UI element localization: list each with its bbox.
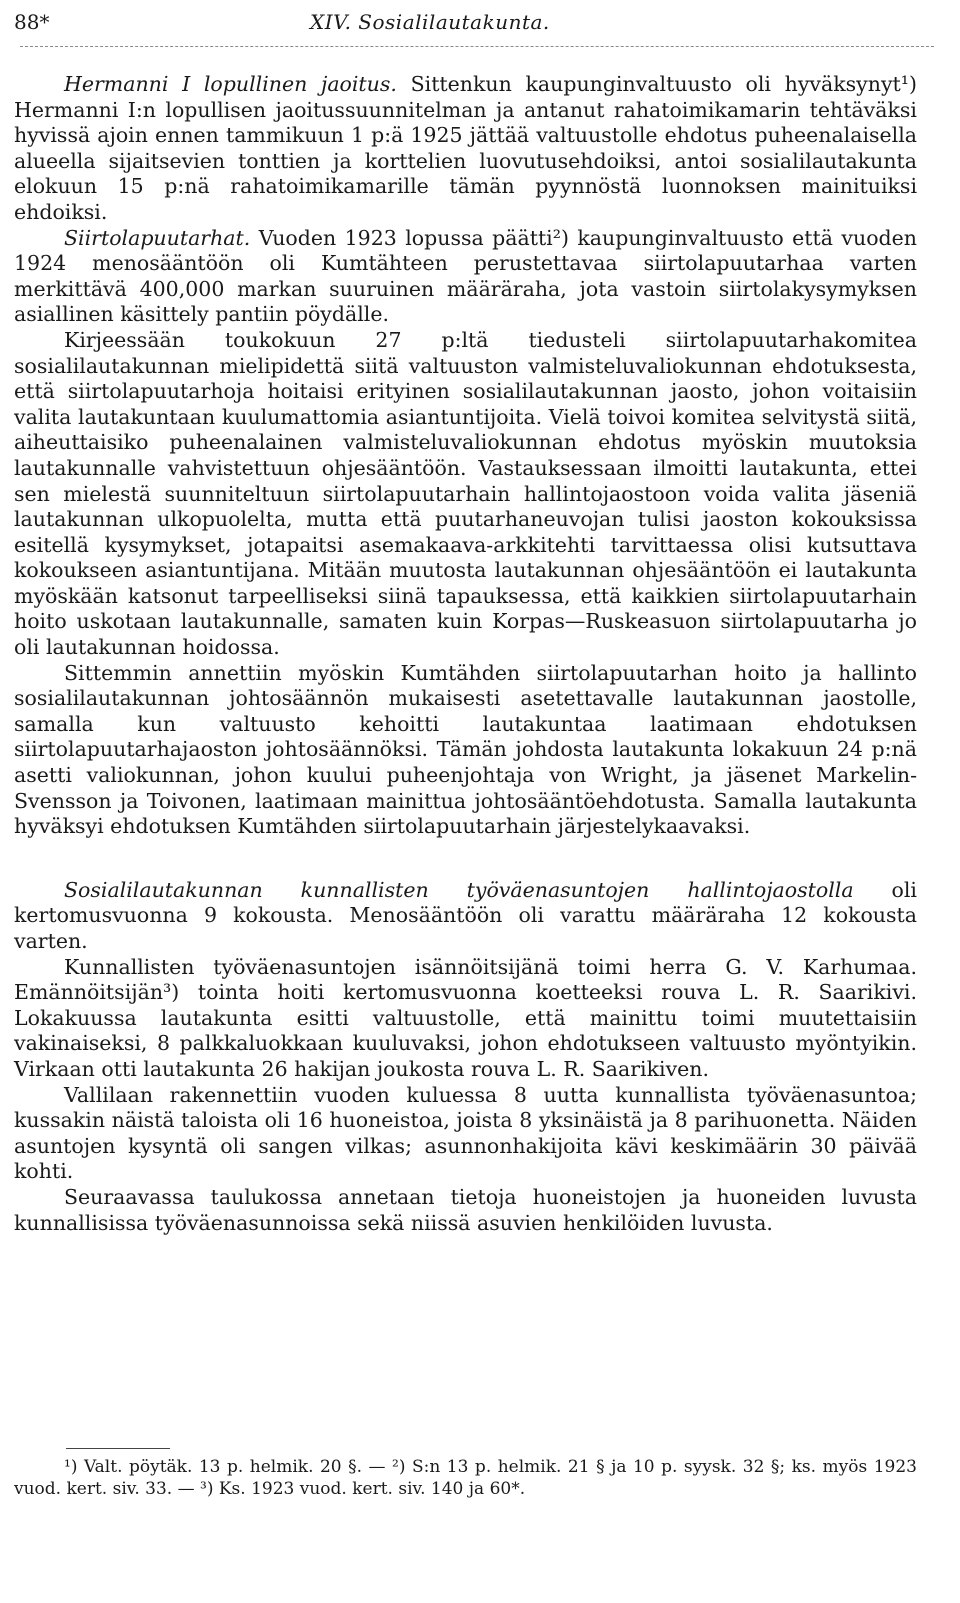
paragraph-kirjeessaan xyxy=(14,328,917,661)
paragraph-text: Vuoden 1923 lopussa päätti²) kaupunginvaltuusto että vuoden 1924 menosääntöön oli Kumtähteen perustettavaa siirtolapuutarhaa varten merkittävä 400,000 markan suuruinen määräraha, jota vastoin siirtolakysymyksen asiallinen käsittely pantiin pöydälle. xyxy=(14,225,917,327)
footnote-rule xyxy=(66,1448,170,1449)
paragraph-isannoitsija xyxy=(14,955,917,1083)
header-rule xyxy=(20,46,934,47)
paragraph-text: oli kertomusvuonna 9 kokousta. Menosääntöön oli varattu määräraha 12 kokousta varten. xyxy=(14,877,917,953)
paragraph-taulukko xyxy=(14,1185,917,1236)
paragraph-text: Kirjeessään toukokuun 27 p:ltä tiedusteli siirtolapuutarhakomitea sosialilautakunnan mielipidettä siitä valtuuston valmisteluvaliokunnan ehdotuksesta, että siirtolapuutarhoja hoitaisi erityinen sosialilautakunnan jaosto, johon voitaisiin valita lautakuntaan kuulumattomia asiantuntijoita. Vielä toivoi komitea selvitystä siitä, aiheuttaisiko puheenalainen valmisteluvaliokunnan ehdotus myöskin muutoksia lautakunnalle vahvistettuun ohjesääntöön. Vastauksessaan ilmoitti lautakunta, ettei sen mielestä suunniteltuun siirtolapuutarhain hallintojaostoon voida valita jäseniä lautakunnan ulkopuolelta, mutta että puutarhaneuvojan tulisi jaoston kokouksissa esitellä kysymykset, jotapaitsi asemakaava-arkkitehti tarvittaessa olisi kutsuttava kokoukseen asiantuntijana. Mitään muutosta lautakunnan ohjesääntöön ei lautakunta myöskään katsonut tarpeelliseksi siinä tapauksessa, että kaikkien siirtolapuutarhain hoito uskotaan lautakunnalle, samaten kuin Korpas—Ruskeasuon siirtolapuutarha jo oli lautakunnan hoidossa. xyxy=(14,327,917,660)
paragraph-text: Kunnallisten työväenasuntojen isännöitsijänä toimi herra G. V. Karhumaa. Emännöitsijän³) tointa hoiti kertomusvuonna koetteeksi rouva L. R. Saarikivi. Lokakuussa lautakunta esitti valtuustolle, että mainittu toimi muutettaisiin vakinaiseksi, 8 palkkaluokkaan kuuluvaksi, johon ehdotukseen valtuusto myöntyikin. Virkaan otti lautakunta 26 hakijan joukosta rouva L. R. Saarikiven. xyxy=(14,954,917,1081)
page-number: 88* xyxy=(14,10,50,34)
paragraph-sittemmin xyxy=(14,661,917,840)
section-heading: Siirtolapuutarhat. xyxy=(64,225,251,250)
paragraph-text: Seuraavassa taulukossa annetaan tietoja huoneistojen ja huoneiden luvusta kunnallisissa työväenasunnoissa sekä niissä asuvien henkilöiden luvusta. xyxy=(14,1184,917,1235)
section-gap xyxy=(14,840,917,878)
paragraph-text: Sittemmin annettiin myöskin Kumtähden siirtolapuutarhan hoito ja hallinto sosialilautakunnan johtosäännön mukaisesti asetettavalle lautakunnan jaostolle, samalla kun valtuusto kehoitti lautakuntaa laatimaan ehdotuksen siirtolapuutarhajaoston johtosäännöksi. Tämän johdosta lautakunta lokakuun 24 p:nä asetti valiokunnan, johon kuului puheenjohtaja von Wright, ja jäsenet Markelin-Svensson ja Toivonen, laatimaan mainittua johtosääntöehdotusta. Samalla lautakunta hyväksyi ehdotuksen Kumtähden siirtolapuutarhain järjestelykaavaksi. xyxy=(14,660,917,839)
body-text xyxy=(14,72,917,1236)
footnotes xyxy=(14,1456,917,1500)
page-header xyxy=(14,6,934,40)
running-title: XIV. Sosialilautakunta. xyxy=(310,10,550,34)
paragraph-siirtolapuutarhat xyxy=(14,226,917,328)
paragraph-text: Sittenkun kaupunginvaltuusto oli hyväksynyt¹) Hermanni I:n lopullisen jaoitussuunnitelman ja antanut rahatoimikamarin tehtäväksi hyvissä ajoin ennen tammikuun 1 p:ä 1925 jättää valtuustolle ehdotus puheenalaisella alueella sijaitsevien tonttien ja korttelien luovutusehdoiksi, antoi sosialilautakunta elokuun 15 p:nä rahatoimikamarille tämän pyynnöstä luonnoksen mainituiksi ehdoiksi. xyxy=(14,72,917,224)
footnote: ¹) Valt. pöytäk. 13 p. helmik. 20 §. — ²) S:n 13 p. helmik. 21 § ja 10 p. syysk. 32 §; ks. myös 1923 vuod. kert. siv. 33. — ³) Ks. 1923 vuod. kert. siv. 140 ja 60*. xyxy=(14,1457,917,1499)
paragraph-text: Vallilaan rakennettiin vuoden kuluessa 8 uutta kunnallista työväenasuntoa; kussakin näistä taloista oli 16 huoneistoa, joista 8 yksinäistä ja 8 parihuonetta. Näiden asuntojen kysyntä oli sangen vilkas; asunnonhakijoita kävi keskimäärin 30 päivää kohti. xyxy=(14,1082,917,1184)
section-heading: Sosialilautakunnan kunnallisten työväenasuntojen hallintojaostolla xyxy=(64,877,854,902)
paragraph-hermanni xyxy=(14,72,917,226)
section-heading: Hermanni I lopullinen jaoitus. xyxy=(64,72,397,96)
paragraph-vallila xyxy=(14,1083,917,1185)
paragraph-hallintojaosto xyxy=(14,878,917,955)
